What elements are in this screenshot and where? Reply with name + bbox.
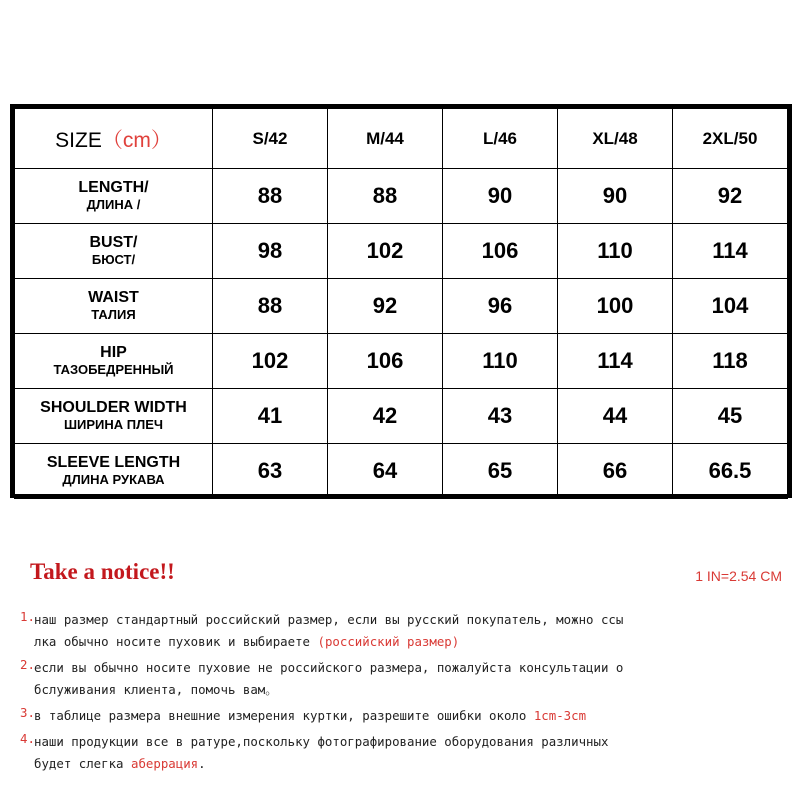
table-cell: 41 — [213, 389, 328, 444]
list-item — [20, 657, 790, 701]
size-label: SIZE — [55, 128, 102, 152]
size-header: M/44 — [328, 109, 443, 169]
note-highlight: аберрация — [130, 756, 199, 771]
table-cell: 106 — [443, 224, 558, 279]
row-label — [15, 444, 213, 499]
table-cell: 110 — [558, 224, 673, 279]
table-cell: 110 — [443, 334, 558, 389]
size-chart-table — [10, 104, 792, 498]
table-cell: 96 — [443, 279, 558, 334]
row-label-en: WAIST — [88, 289, 139, 307]
table-cell: 90 — [558, 169, 673, 224]
table-cell: 44 — [558, 389, 673, 444]
note-text — [34, 609, 623, 653]
unit-conversion: 1 IN=2.54 CM — [695, 568, 782, 584]
row-label-en: HIP — [100, 344, 127, 362]
row-label-en: SHOULDER WIDTH — [40, 399, 187, 417]
note-line: наш размер стандартный российский размер, если вы русский покупатель, можно ссы — [34, 612, 624, 627]
note-line: если вы обычно носите пуховие не российского размера, пожалуйста консультации о — [34, 660, 624, 675]
table-cell: 63 — [213, 444, 328, 499]
row-label — [15, 334, 213, 389]
row-label-en: BUST/ — [89, 234, 138, 252]
row-label — [15, 279, 213, 334]
table-cell: 100 — [558, 279, 673, 334]
row-label — [15, 389, 213, 444]
row-label-en: SLEEVE LENGTH — [46, 454, 181, 472]
note-text — [34, 705, 586, 727]
list-item — [20, 731, 790, 775]
notice-title: Take a notice!! — [30, 559, 175, 584]
row-label-ru: ТАЗОБЕДРЕННЫЙ — [53, 361, 174, 377]
table-row — [15, 279, 788, 334]
note-line: в таблице размера внешние измерения куртки, разрешите ошибки около — [34, 708, 534, 723]
size-header: L/46 — [443, 109, 558, 169]
table-row — [15, 389, 788, 444]
note-highlight: 1cm-3cm — [533, 708, 587, 723]
note-text — [34, 657, 623, 701]
table-cell: 92 — [328, 279, 443, 334]
size-header: XL/48 — [558, 109, 673, 169]
table-cell: 92 — [673, 169, 788, 224]
table-row — [15, 224, 788, 279]
row-label — [15, 169, 213, 224]
row-label-ru: ДЛИНА / — [86, 196, 141, 212]
unit-label: （cm） — [101, 128, 172, 152]
row-label-ru: ДЛИНА РУКАВА — [62, 471, 165, 487]
table-cell: 64 — [328, 444, 443, 499]
row-label — [15, 224, 213, 279]
row-label-ru: ШИРИНА ПЛЕЧ — [63, 416, 164, 432]
table-cell: 118 — [673, 334, 788, 389]
note-line: наши продукции все в ратуре,поскольку фотографирование оборудования различных — [34, 734, 609, 749]
table-cell: 114 — [558, 334, 673, 389]
table-corner-cell — [15, 109, 213, 169]
table-cell: 102 — [213, 334, 328, 389]
size-header: 2XL/50 — [673, 109, 788, 169]
table-cell: 104 — [673, 279, 788, 334]
note-number: 2. — [20, 657, 35, 672]
table-cell: 90 — [443, 169, 558, 224]
list-item — [20, 609, 790, 653]
note-line: будет слегка — [34, 756, 131, 771]
table-cell: 42 — [328, 389, 443, 444]
table-row — [15, 444, 788, 499]
table-cell: 88 — [213, 169, 328, 224]
table-row — [15, 334, 788, 389]
size-header: S/42 — [213, 109, 328, 169]
table-cell: 114 — [673, 224, 788, 279]
note-text — [34, 731, 608, 775]
note-line: лка обычно носите пуховик и выбираете — [34, 634, 318, 649]
table-cell: 98 — [213, 224, 328, 279]
table-row — [15, 169, 788, 224]
note-number: 4. — [20, 731, 35, 746]
table-cell: 43 — [443, 389, 558, 444]
table-cell: 65 — [443, 444, 558, 499]
table-header-row — [15, 109, 788, 169]
note-highlight: (российский размер) — [317, 634, 460, 649]
notes-list — [20, 609, 790, 779]
note-line: . — [198, 756, 206, 771]
table-cell: 66.5 — [673, 444, 788, 499]
note-number: 3. — [20, 705, 35, 720]
table-cell: 106 — [328, 334, 443, 389]
row-label-ru: БЮСТ/ — [91, 251, 136, 267]
list-item — [20, 705, 790, 727]
table-cell: 66 — [558, 444, 673, 499]
table-cell: 88 — [213, 279, 328, 334]
note-number: 1. — [20, 609, 35, 624]
table-cell: 88 — [328, 169, 443, 224]
note-line: бслуживания клиента, помочь вам。 — [34, 682, 278, 697]
table-cell: 45 — [673, 389, 788, 444]
table-cell: 102 — [328, 224, 443, 279]
row-label-ru: ТАЛИЯ — [91, 306, 136, 322]
row-label-en: LENGTH/ — [78, 179, 149, 197]
